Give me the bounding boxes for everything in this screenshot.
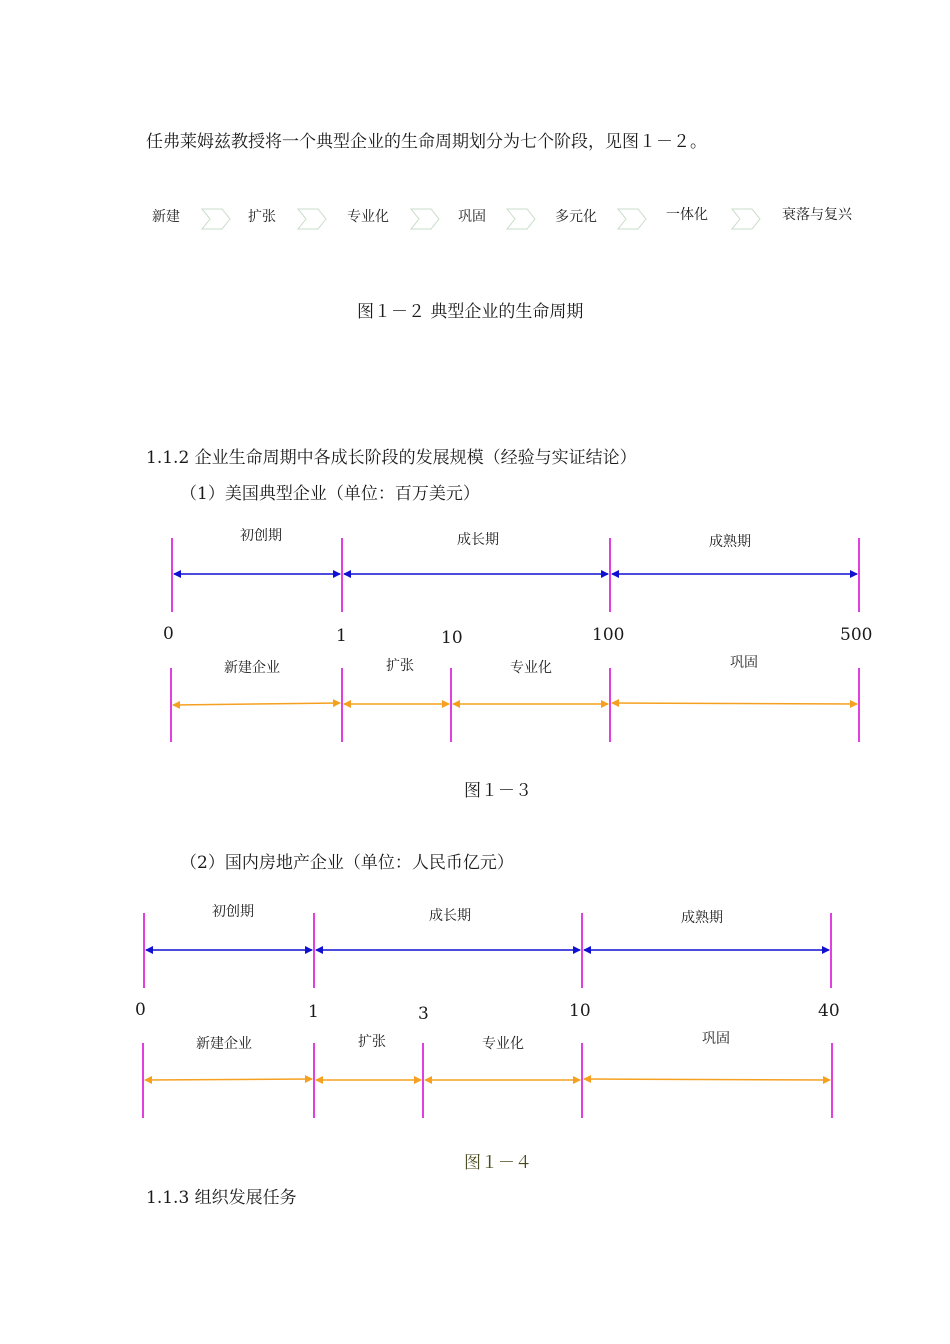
stage-label: 新建企业: [196, 1036, 252, 1052]
phase-label: 成熟期: [709, 534, 751, 550]
section-heading-1-1-2: 1.1.2 企业生命周期中各成长阶段的发展规模（经验与实证结论）: [146, 448, 637, 468]
tick-value: 1: [336, 626, 347, 646]
stage-label: 专业化: [482, 1036, 524, 1052]
tick-value: 0: [135, 1000, 146, 1020]
subheading-us-enterprise: （1）美国典型企业（单位：百万美元）: [180, 484, 480, 504]
phase-label: 成长期: [457, 532, 499, 548]
stage-label: 多元化: [555, 209, 597, 225]
tick-value: 0: [163, 624, 174, 644]
section-heading-1-1-3: 1.1.3 组织发展任务: [146, 1188, 297, 1208]
intro-paragraph: 任弗莱姆兹教授将一个典型企业的生命周期划分为七个阶段，见图１－２。: [146, 132, 707, 152]
figure-caption-1-2: 图１－２ 典型企业的生命周期: [357, 302, 584, 322]
stage-label: 扩张: [248, 209, 276, 225]
tick-value: 100: [592, 625, 625, 645]
stage-label: 衰落与复兴: [782, 207, 852, 223]
tick-value: 10: [569, 1001, 591, 1021]
stage-label: 一体化: [666, 207, 708, 223]
tick-value: 500: [840, 625, 873, 645]
stage-label: 巩固: [730, 655, 758, 671]
tick-value: 10: [441, 628, 463, 648]
figure-caption-1-4: 图１－４: [464, 1153, 532, 1173]
stage-label: 专业化: [510, 660, 552, 676]
stage-label: 扩张: [358, 1034, 386, 1050]
stage-arrow: [145, 1079, 312, 1080]
figure-caption-1-3: 图１－３: [464, 781, 532, 801]
phase-label: 初创期: [240, 528, 282, 544]
phase-label: 成长期: [429, 908, 471, 924]
stage-label: 巩固: [458, 209, 486, 225]
tick-value: 40: [818, 1001, 840, 1021]
stage-label: 巩固: [702, 1031, 730, 1047]
stage-label: 扩张: [386, 658, 414, 674]
tick-value: 1: [308, 1002, 319, 1022]
phase-label: 初创期: [212, 904, 254, 920]
stage-label: 新建企业: [224, 660, 280, 676]
tick-value: 3: [418, 1004, 429, 1024]
subheading-domestic-real-estate: （2）国内房地产企业（单位：人民币亿元）: [180, 853, 514, 873]
stage-label: 新建: [152, 209, 180, 225]
stage-arrow: [584, 1079, 830, 1080]
phase-label: 成熟期: [681, 910, 723, 926]
stage-label: 专业化: [347, 209, 389, 225]
